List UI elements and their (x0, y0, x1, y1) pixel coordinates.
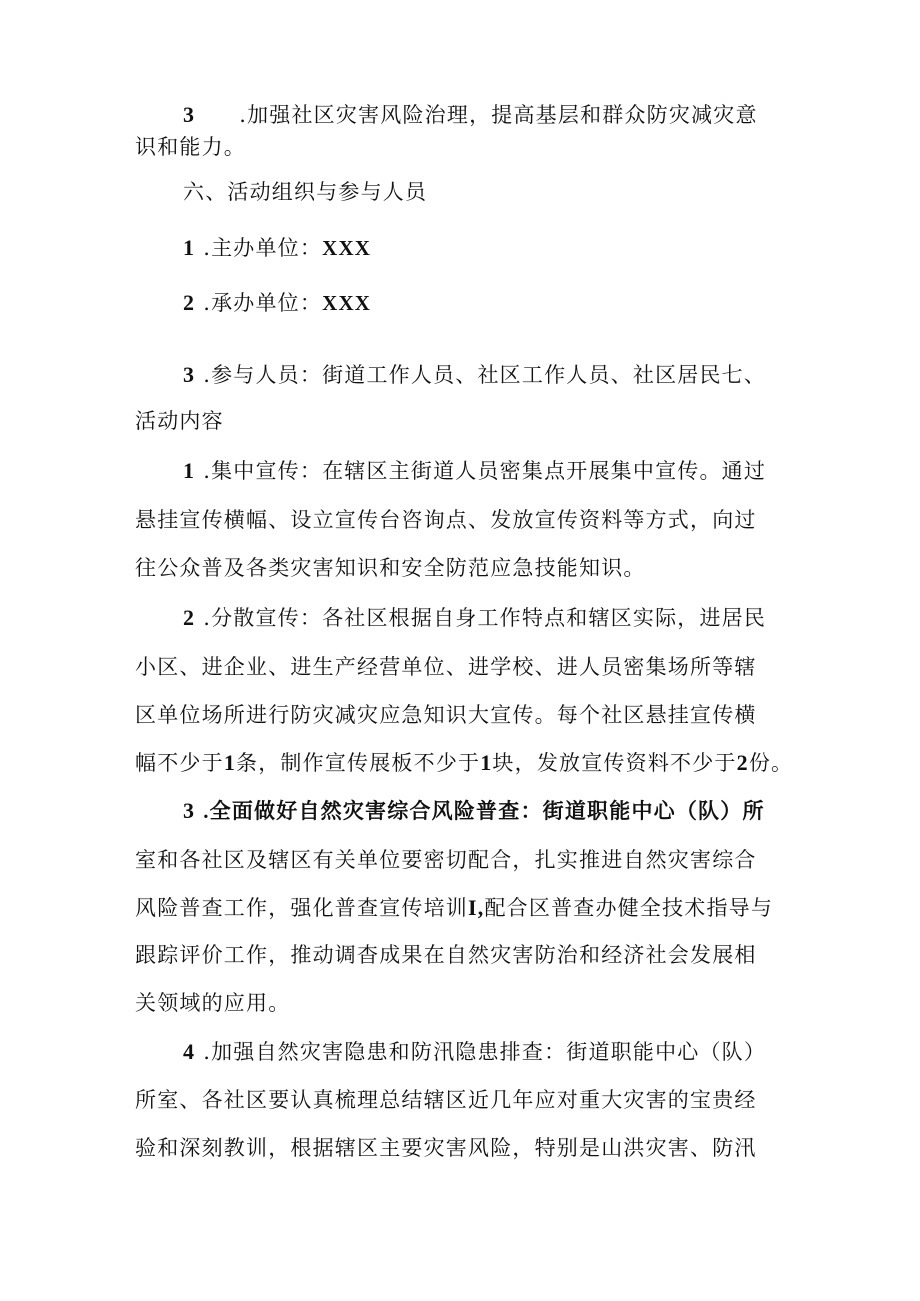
content-1-line: 往公众普及各类灾害知识和安全防范应急技能知识。 (135, 556, 646, 580)
content-2-line: 小区、进企业、进生产经营单位、进学校、进人员密集场所等辖 (135, 655, 757, 679)
content-text: 幅不少于 (135, 751, 224, 775)
content-text: 配合区普查办健全技术指导与 (484, 896, 774, 920)
item-3-continuation: 识和能力。 (135, 135, 246, 159)
content-text: .分散宣传：各社区根据自身工作特点和辖区实际，进居民 (203, 606, 767, 630)
organizer-value: XXX (322, 236, 372, 260)
item-number: 3 (183, 362, 196, 387)
content-text: 块，发放宣传资料不少于 (492, 751, 737, 775)
item-number: 3 (183, 102, 196, 127)
item-number: 1 (183, 458, 196, 483)
quantity-number: 1 (480, 750, 493, 775)
content-3-line: 关领域的应用。 (135, 991, 291, 1015)
content-text: .全面做好自然灾害综合风险普查：街道职能中心（队）所 (203, 799, 765, 823)
content-3-line: 室和各社区及辖区有关单位要密切配合，扎实推进自然灾害综合 (135, 848, 757, 872)
content-2-line (135, 748, 793, 778)
content-4-line: 验和深刻教训，根据辖区主要灾害风险，特别是山洪灾害、防汛 (135, 1136, 757, 1160)
participants-line (183, 360, 766, 390)
section-heading: 六、活动组织与参与人员 (183, 180, 428, 204)
content-3-line (135, 893, 773, 923)
item-text: .加强社区灾害风险治理，提高基层和群众防灾减灾意 (239, 103, 758, 127)
co-organizer-value: XXX (322, 291, 372, 315)
item-number: 2 (183, 605, 196, 630)
organizer-label: .主办单位： (203, 236, 323, 260)
item-number: 4 (183, 1039, 196, 1064)
content-3-line (183, 796, 765, 826)
content-text: 条，制作宣传展板不少于 (236, 751, 481, 775)
participants-text: .参与人员：街道工作人员、社区工作人员、社区居民七、 (203, 363, 767, 387)
content-2-line (183, 603, 766, 633)
item-number: 3 (183, 798, 196, 823)
item-3-line (183, 100, 758, 130)
content-2-line: 区单位场所进行防灾减灾应急知识大宣传。每个社区悬挂宣传横 (135, 703, 757, 727)
content-text: 风险普查工作，强化普查宣传培训 (135, 896, 468, 920)
content-4-line: 所室、各社区要认真梳理总结辖区近几年应对重大灾害的宝贵经 (135, 1088, 757, 1112)
organizer-line (183, 233, 371, 263)
co-organizer-line (183, 288, 371, 318)
content-1-line (183, 456, 766, 486)
content-text: I, (468, 895, 485, 920)
item-number: 2 (183, 290, 196, 315)
content-3-line: 跟踪评价工作，推动调杳成果在自然灾害防治和经济社会发展相 (135, 943, 757, 967)
content-4-line (183, 1037, 766, 1067)
item-number: 1 (183, 235, 196, 260)
content-text: .集中宣传：在辖区主街道人员密集点开展集中宣传。通过 (203, 459, 767, 483)
content-1-line: 悬挂宣传横幅、设立宣传台咨询点、发放宣传资料等方式，向过 (135, 508, 757, 532)
content-text: 份。 (748, 751, 794, 775)
participants-continuation: 活动内容 (135, 409, 224, 433)
content-text: .加强自然灾害隐患和防汛隐患排查：街道职能中心（队） (203, 1040, 767, 1064)
quantity-number: 2 (736, 750, 749, 775)
quantity-number: 1 (223, 750, 237, 775)
co-organizer-label: .承办单位： (203, 291, 323, 315)
